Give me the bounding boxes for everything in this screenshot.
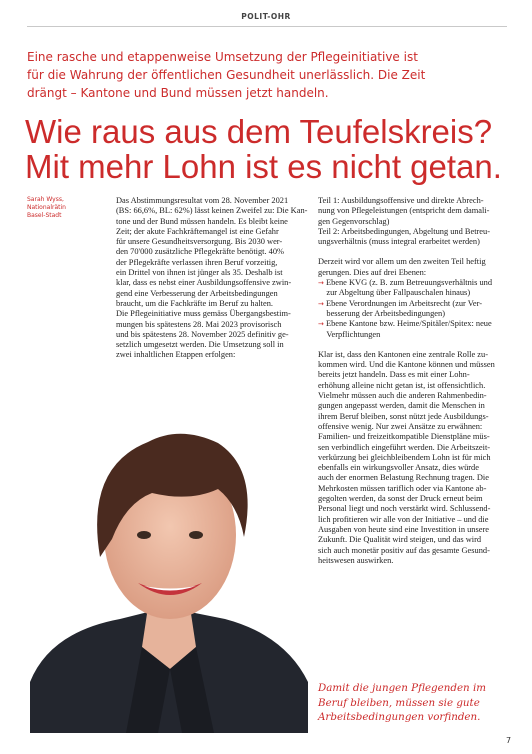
text-line: Teil 2: Arbeitsbedingungen, Abgeltung und Betreu- — [318, 226, 490, 236]
author-byline — [27, 196, 97, 220]
text-line: bereits jetzt handeln. Dass es mit einer Lohn- — [318, 370, 470, 380]
text-line: Zukunft. Die Qualität wird steigen, und das wird — [318, 535, 482, 545]
author-portrait-photo — [30, 407, 308, 733]
bullet-text: besserung der Arbeitsbedingungen) — [326, 308, 445, 318]
bullet-item — [318, 299, 518, 309]
text-line: klar, dass es nebst einer Ausbildungsoffensive zwin- — [116, 278, 292, 288]
bullet-continuation — [318, 309, 518, 319]
text-line: den 70'000 zusätzliche Pflegekräfte benötigt. 40% — [116, 247, 285, 257]
text-line: Zeit; der akute Fachkräftemangel ist eine Gefahr — [116, 226, 279, 236]
pull-quote — [318, 681, 518, 725]
bullet-text: Ebene Kantone bzw. Heime/Spitäler/Spitex: neue — [325, 319, 492, 329]
author-role: Nationalrätin — [27, 204, 66, 211]
text-line: und bis spätestens 28. November 2025 definitiv ge- — [116, 329, 289, 339]
text-line: zwei inhaltlichen Etappen erfolgen: — [116, 350, 236, 360]
bullet-item — [318, 278, 518, 288]
text-line: ungsverhältnis (muss integral erarbeitet werden) — [318, 237, 480, 247]
text-line: Klar ist, dass den Kantonen eine zentrale Rolle zu- — [318, 349, 488, 359]
arrow-right-icon: → — [318, 320, 324, 329]
text-line: erhöhung alleine nicht getan ist, ist offensichtlich. — [318, 380, 486, 390]
text-line: gend eine Verbesserung der Arbeitsbedingungen — [116, 288, 278, 298]
text-line: gen Gegenvorschlag) — [318, 216, 390, 226]
text-line: Die Pflegeinitiative muss gemäss Übergangsbestim- — [116, 309, 291, 319]
headline-line: Wie raus aus dem Teufelskreis? — [25, 113, 493, 150]
text-line: Derzeit wird vor allem um den zweiten Teil heftig — [318, 257, 486, 267]
lead-line: drängt – Kantone und Bund müssen jetzt handeln. — [27, 86, 329, 100]
lead-paragraph — [27, 48, 497, 102]
arrow-right-icon: → — [318, 279, 324, 288]
header-rule — [27, 26, 507, 27]
bullet-text: Ebene Verordnungen im Arbeitsrecht (zur Ver- — [325, 298, 483, 308]
section-label: POLIT-OHR — [241, 12, 291, 21]
text-line: Teil 1: Ausbildungsoffensive und direkte Abrech- — [318, 196, 484, 205]
text-line: für unsere Gesundheitsversorgung. Bis 2030 wer- — [116, 237, 283, 247]
text-line: Personal liegt und noch verstärkt wird. Schlussend- — [318, 504, 491, 514]
text-line: gegolten werden, da sonst der Druck erneut beim — [318, 494, 483, 504]
author-name: Sarah Wyss, — [27, 196, 64, 203]
text-line: sen verbindlich eingeführt werden. Die Arbeitszeit- — [318, 442, 491, 452]
article-headline — [25, 114, 502, 184]
text-line: mungen bis spätestens 28. Mai 2023 provisorisch — [116, 319, 282, 329]
portrait-illustration — [30, 407, 308, 733]
bullet-text: Ebene KVG (z. B. zum Betreuungsverhältnis und — [325, 278, 493, 288]
text-line: ebenfalls ein wirkungsvoller Ansatz, dies würde — [318, 463, 479, 473]
paragraph-gap — [318, 247, 518, 257]
text-line: Familien- und freizeitkompatible Dienstpläne müs- — [318, 432, 490, 442]
text-line: lich profitieren wir alle von der Initiative – und die — [318, 514, 489, 524]
text-line: auch der enormen Belastung Rechnung tragen. Die — [318, 473, 489, 483]
text-line: ein Drittel von ihnen ist jünger als 35. Deshalb ist — [116, 268, 283, 278]
quote-line: Beruf bleiben, müssen sie gute — [318, 696, 480, 709]
author-location: Basel-Stadt — [27, 212, 62, 219]
page-number: 7 — [506, 736, 512, 745]
arrow-right-icon: → — [318, 299, 324, 308]
paragraph-gap — [318, 340, 518, 350]
text-line: Vielmehr müssen auch die anderen Rahmenbedin- — [318, 391, 487, 401]
headline-line: Mit mehr Lohn ist es nicht getan. — [25, 148, 502, 185]
text-line: offensive wenig. Nur zwei Ansätze zu erwähnen: — [318, 421, 483, 431]
text-line: kommen wird. Und die Kantone können und müssen — [318, 360, 495, 370]
text-line: Ausgaben von heute sind eine Investition in unsere — [318, 524, 489, 534]
text-line: Mehrkosten müssen tariflich oder via Kantone ab- — [318, 483, 487, 493]
text-line: setzlich umgesetzt werden. Die Umsetzung soll in — [116, 340, 284, 350]
lead-line: für die Wahrung der öffentlichen Gesundheit unerlässlich. Die Zeit — [27, 68, 426, 82]
bullet-text: zur Abgeltung über Fallpauschalen hinaus) — [326, 288, 471, 298]
text-line: ihrem Beruf bleiben, sonst nützt jede Ausbildungs- — [318, 411, 489, 421]
text-line: Das Abstimmungsresultat vom 28. November 2021 — [116, 196, 289, 205]
text-line: nung von Pflegeleistungen (entspricht dem damali- — [318, 206, 490, 216]
bullet-continuation — [318, 288, 518, 298]
text-line: verkürzung bei gleichbleibendem Lohn ist für mich — [318, 452, 491, 462]
quote-line: Damit die jungen Pflegenden im — [318, 682, 487, 694]
text-line: der Pflegekräfte verlassen ihren Beruf vorzeitig, — [116, 257, 278, 267]
text-line: (BS: 66,6%, BL: 62%) lässt keinen Zweifel zu: Die Kan- — [116, 206, 308, 216]
text-line: tone und der Bund müssen handeln. Es bleibt keine — [116, 216, 288, 226]
text-line: gerungen. Dies auf drei Ebenen: — [318, 267, 427, 277]
text-line: sich auch monetär positiv auf das gesamte Gesund- — [318, 545, 490, 555]
quote-line: Arbeitsbedingungen vorfinden. — [318, 711, 481, 723]
bullet-item — [318, 319, 518, 329]
bullet-continuation — [318, 330, 518, 340]
body-column-1 — [116, 196, 308, 361]
text-line: gungen angepasst werden, damit die Menschen in — [318, 401, 485, 411]
text-line: braucht, um die Fachkräfte im Beruf zu halten. — [116, 298, 273, 308]
body-column-2 — [318, 196, 518, 566]
lead-line: Eine rasche und etappenweise Umsetzung der Pflegeinitiative ist — [27, 50, 418, 64]
text-line: heitswesen auswirken. — [318, 555, 394, 565]
bullet-text: Verpflichtungen — [326, 329, 381, 339]
